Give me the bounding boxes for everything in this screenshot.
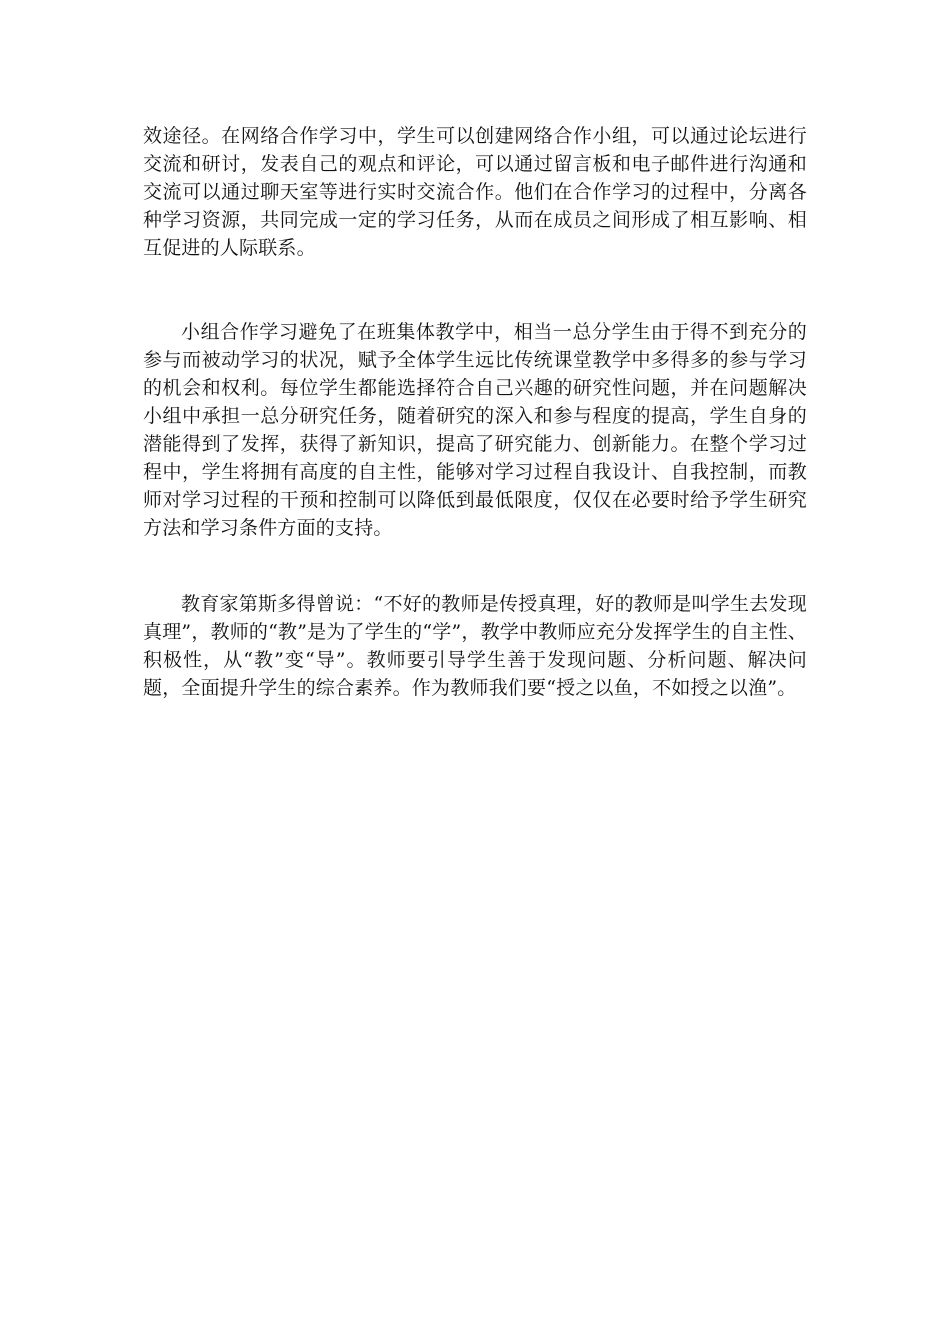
paragraph-educator-quote: 教育家第斯多得曾说：“不好的教师是传授真理，好的教师是叫学生去发现真理”，教师的“教”是为了学生的“学”，教学中教师应充分发挥学生的自主性、积极性，从“教”变“导”。教师要引导学生善于发现问题、分析问题、解决问题，全面提升学生的综合素养。作为教师我们要“授之以鱼，不如授之以渔”。 — [143, 593, 807, 699]
paragraph-network-cooperative-learning: 效途径。在网络合作学习中，学生可以创建网络合作小组，可以通过论坛进行交流和研讨，发表自己的观点和评论，可以通过留言板和电子邮件进行沟通和交流可以通过聊天室等进行实时交流合作。他们在合作学习的过程中，分离各种学习资源，共同完成一定的学习任务，从而在成员之间形成了相互影响、相互促进的人际联系。 — [143, 125, 807, 259]
paragraph-group-cooperative-learning: 小组合作学习避免了在班集体教学中，相当一总分学生由于得不到充分的参与而被动学习的状况，赋予全体学生远比传统课堂教学中多得多的参与学习的机会和权利。每位学生都能选择符合自己兴趣的研究性问题，并在问题解决小组中承担一总分研究任务，随着研究的深入和参与程度的提高，学生自身的潜能得到了发挥，获得了新知识，提高了研究能力、创新能力。在整个学习过程中，学生将拥有高度的自主性，能够对学习过程自我设计、自我控制，而教师对学习过程的干预和控制可以降低到最低限度，仅仅在必要时给予学生研究方法和学习条件方面的支持。 — [143, 321, 807, 539]
